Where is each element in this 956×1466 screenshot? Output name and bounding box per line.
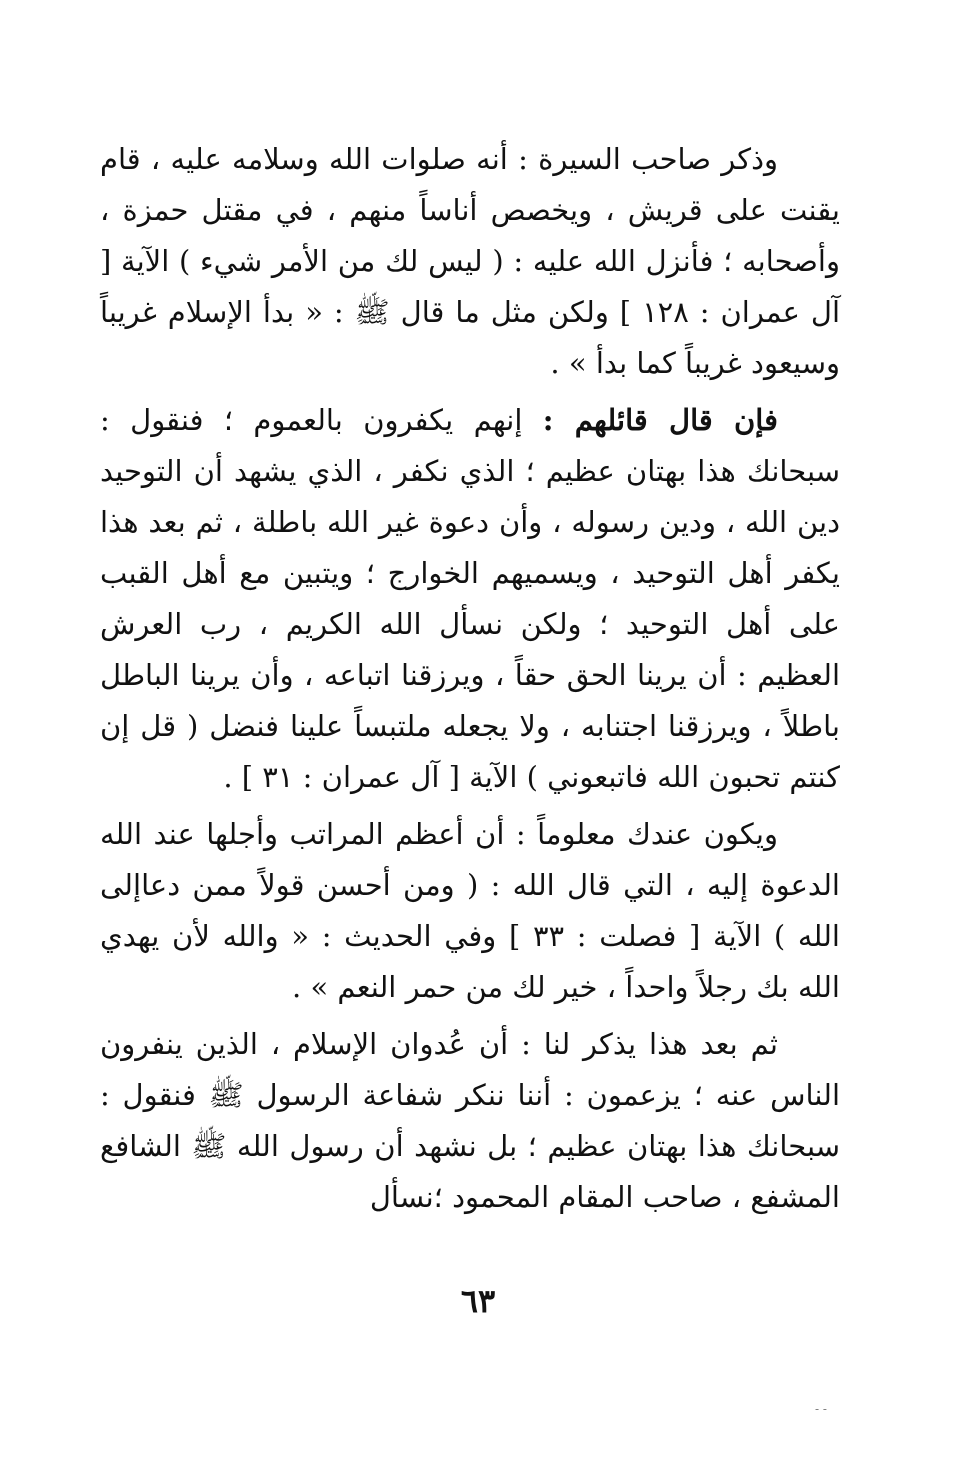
paragraph-2-text: إنهم يكفرون بالعموم ؛ فنقول : سبحانك هذا بهتان عظيم ؛ الذي نكفر ، الذي يشهد أن التوحيد دين الله ، ودين رسوله ، وأن دعوة غير الله باطلة ، ثم بعد هذا يكفر أهل التوحيد ، ويسميهم الخوارج ؛ ويتبين مع أهل القبب على أهل التوحيد ؛ ولكن نسأل الله الكريم ، رب العرش العظيم : أن يرينا الحق حقاً ، ويرزقنا اتباعه ، وأن يرينا الباطل باطلاً ، ويرزقنا اجتنابه ، ولا يجعله ملتبساً علينا فنضل ( قل إن كنتم تحبون الله فاتبعوني ) الآية [ آل عمران : ٣١ ] . xyxy=(100,403,840,794)
scan-mark-icon: - - xyxy=(815,1402,827,1416)
paragraph-2 xyxy=(100,395,840,803)
paragraph-1-text: وذكر صاحب السيرة : أنه صلوات الله وسلامه عليه ، قام يقنت على قريش ، ويخصص أناساً منهم ، في مقتل حمزة ، وأصحابه ؛ فأنزل الله عليه : ( ليس لك من الأمر شيء ) الآية [ آل عمران : ١٢٨ ] ولكن مثل ما قال ﷺ : « بدأ الإسلام غريباً وسيعود غريباً كما بدأ » . xyxy=(100,142,840,380)
body-text xyxy=(100,134,840,1229)
paragraph-3-text: ويكون عندك معلوماً : أن أعظم المراتب وأجلها عند الله الدعوة إليه ، التي قال الله : ( ومن أحسن قولاً ممن دعاإلى الله ) الآية [ فصلت : ٣٣ ] وفي الحديث : « والله لأن يهدي الله بك رجلاً واحداً ، خير لك من حمر النعم » . xyxy=(100,817,840,1004)
paragraph-3 xyxy=(100,809,840,1013)
page-number: ٦٣ xyxy=(460,1282,496,1320)
paragraph-1 xyxy=(100,134,840,389)
paragraph-4-text: ثم بعد هذا يذكر لنا : أن عُدوان الإسلام ، الذين ينفرون الناس عنه ؛ يزعمون : أننا ننكر شفاعة الرسول ﷺ فنقول : سبحانك هذا بهتان عظيم ؛ بل نشهد أن رسول الله ﷺ الشافع المشفع ، صاحب المقام المحمود ؛نسأل xyxy=(100,1027,840,1214)
paragraph-4 xyxy=(100,1019,840,1223)
paragraph-2-lead: فإن قال قائلهم : xyxy=(542,403,778,437)
